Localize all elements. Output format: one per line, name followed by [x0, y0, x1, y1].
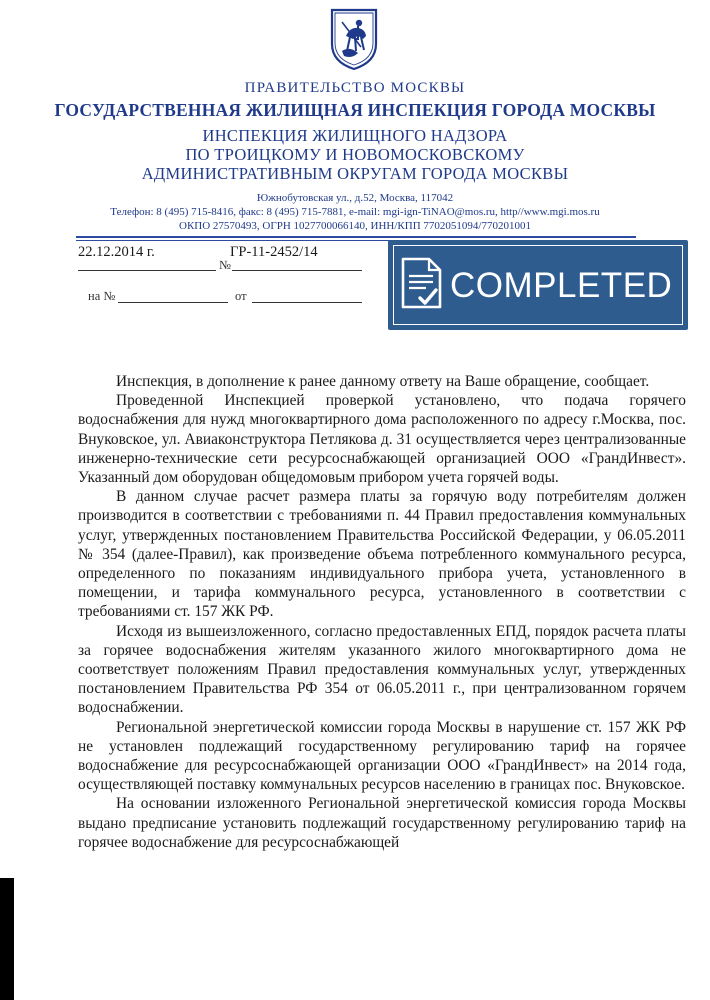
letter-body [78, 372, 686, 852]
number-underline [232, 270, 362, 271]
document-number: ГР-11-2452/14 [230, 244, 318, 260]
from-underline [252, 302, 362, 303]
body-paragraph: Региональной энергетической комиссии города Москвы в нарушение ст. 157 ЖК РФ не установлен подлежащий государственному регулированию тариф на горячее водоснабжение для ресурсоснабжающей организации ООО «ГрандИнвест» на 2014 года, осуществляющей поставку коммунальных ресурсов населению в границах пос. Внуковское. [78, 718, 686, 794]
document-date: 22.12.2014 г. [78, 244, 155, 260]
department-heading-line-2: ПО ТРОИЦКОМУ И НОВОМОСКОВСКОМУ [185, 145, 525, 164]
body-paragraph: В данном случае расчет размера платы за горячую воду потребителям должен производится в соответствии с требованиями п. 44 Правил предоставления коммунальных услуг, утвержденных постановлением Правительства Российской Федерации, у 06.05.2011 № 354 (далее-Правил), как произведение объема потребленного коммунального ресурса, определенного по показаниям индивидуального прибора учета, установленного в помещении, и тарифа коммунального ресурса, установленного в соответствии с требованиями ст. 157 ЖК РФ. [78, 488, 686, 621]
in-reply-underline [118, 302, 228, 303]
body-paragraph: На основании изложенного Региональной энергетической комиссия города Москвы выдано предписание установить подлежащий государственному регулированию тариф на горячее водоснабжение для ресурсоснабжающей [78, 795, 686, 851]
requisites-line: ОКПО 27570493, ОГРН 1027700066140, ИНН/КПП 7702051094/770201001 [179, 220, 531, 232]
in-reply-label: на № [88, 289, 116, 303]
body-paragraph: Исходя из вышеизложенного, согласно предоставленных ЕПД, порядок расчета платы за горячее водоснабжения жителям указанного жилого многоквартирного дома не соответствует положениям Правил предоставления коммунальных услуг, утвержденных постановлением Правительства РФ 354 от 06.05.2011 г., при централизованном горячем водоснабжении. [78, 622, 686, 717]
inspection-heading: ГОСУДАРСТВЕННАЯ ЖИЛИЩНАЯ ИНСПЕКЦИЯ ГОРОДА МОСКВЫ [54, 100, 656, 120]
header-divider [76, 236, 636, 238]
scan-edge-shadow [0, 878, 14, 1000]
body-paragraph: Инспекция, в дополнение к ранее данному ответу на Ваше обращение, сообщает. [116, 373, 650, 390]
department-heading-line-1: ИНСПЕКЦИЯ ЖИЛИЩНОГО НАДЗОРА [202, 126, 508, 145]
department-heading-line-3: АДМИНИСТРАТИВНЫМ ОКРУГАМ ГОРОДА МОСКВЫ [141, 164, 569, 183]
document-check-icon [400, 256, 444, 310]
address-line: Южнобутовская ул., д.52, Москва, 117042 [256, 192, 454, 204]
completed-stamp [388, 240, 688, 330]
contacts-line: Телефон: 8 (495) 715-8416, факс: 8 (495) 715-7881, e-mail: mgi-ign-TiNAO@mos.ru, http//www.mgi.mos.ru [110, 206, 600, 218]
government-heading: ПРАВИТЕЛЬСТВО МОСКВЫ [244, 80, 466, 96]
date-underline [78, 270, 216, 271]
number-label: № [219, 258, 231, 272]
moscow-coat-of-arms-icon [328, 6, 380, 72]
from-label: от [235, 289, 247, 303]
stamp-label: COMPLETED [450, 266, 673, 305]
body-paragraph: Проведенной Инспекцией проверкой установлено, что подача горячего водоснабжения для нужд многоквартирного дома расположенного по адресу г.Москва, пос. Внуковское, ул. Авиаконструктора Петлякова д. 31 осуществляется через централизованные инженерно-технические сети ресурсоснабжающей организацией ООО «ГрандИнвест». Указанный дом оборудован общедомовым прибором учета горячей воды. [78, 392, 686, 487]
